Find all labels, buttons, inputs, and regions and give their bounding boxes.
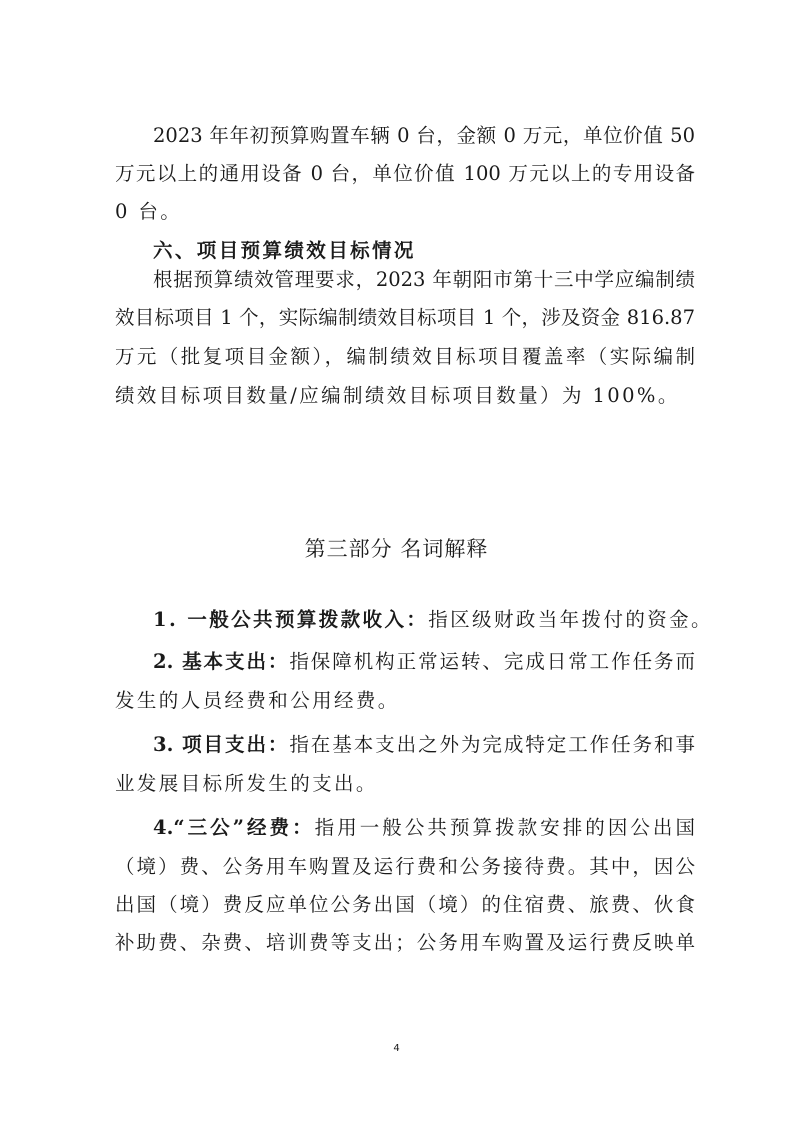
- term-4-line-3: 出国（境）费反应单位公务出国（境）的住宿费、旅费、伙食: [115, 893, 695, 916]
- term-3-label: 3. 项目支出：: [153, 733, 290, 756]
- term-2-label: 2. 基本支出：: [153, 650, 290, 673]
- term-4-line-4: 补助费、杂费、培训费等支出；公务用车购置及运行费反映单: [115, 931, 695, 954]
- term-2-definition: 指保障机构正常运转、完成日常工作任务而: [289, 650, 695, 673]
- term-3-definition: 指在基本支出之外为完成特定工作任务和事: [289, 733, 695, 756]
- term-4-label: 4.“三公”经费：: [153, 816, 315, 839]
- term-3: [153, 733, 695, 757]
- term-1-label: 1. 一般公共预算拨款收入：: [153, 608, 429, 631]
- part-three-title: 第三部分 名词解释: [304, 537, 489, 561]
- term-2-line-2: 发生的人员经费和公用经费。: [115, 689, 400, 712]
- term-4-definition: 指用一般公共预算拨款安排的因公出国: [314, 816, 695, 839]
- term-4: [153, 816, 695, 840]
- vehicle-paragraph-line-2: 万元以上的通用设备 0 台，单位价值 100 万元以上的专用设备: [115, 162, 695, 185]
- performance-paragraph-line-3: 万元（批复项目金额），编制绩效目标项目覆盖率（实际编制: [115, 345, 695, 368]
- term-2: [153, 650, 695, 674]
- page-number: 4: [393, 1043, 400, 1054]
- term-4-line-2: （境）费、公务用车购置及运行费和公务接待费。其中，因公: [115, 855, 695, 878]
- term-1-definition: 指区级财政当年拨付的资金。: [428, 608, 713, 631]
- performance-paragraph-line-4: 绩效目标项目数量/应编制绩效目标项目数量）为 100%。: [115, 384, 680, 407]
- section-heading-performance: 六、项目预算绩效目标情况: [153, 239, 416, 262]
- vehicle-paragraph-line-3: 0 台。: [115, 200, 183, 223]
- performance-paragraph-line-1: 根据预算绩效管理要求，2023 年朝阳市第十三中学应编制绩: [153, 268, 695, 291]
- term-1: [153, 608, 713, 632]
- vehicle-paragraph-line-1: 2023 年年初预算购置车辆 0 台，金额 0 万元，单位价值 50: [153, 124, 695, 147]
- term-3-line-2: 业发展目标所发生的支出。: [115, 772, 378, 795]
- performance-paragraph-line-2: 效目标项目 1 个，实际编制绩效目标项目 1 个，涉及资金 816.87: [115, 306, 695, 329]
